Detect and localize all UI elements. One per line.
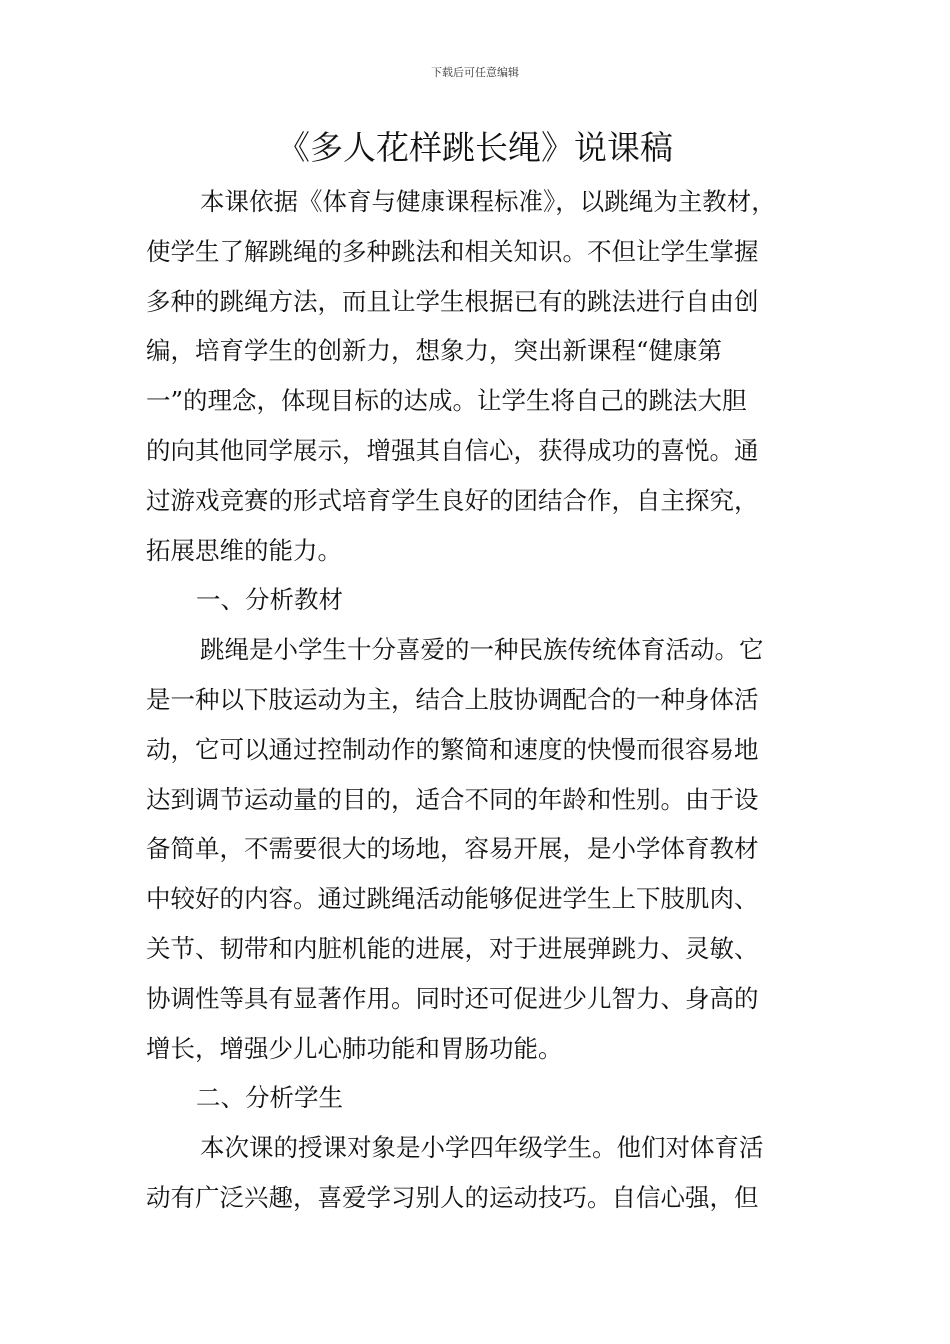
text-line: 动有广泛兴趣，喜爱学习别人的运动技巧。自信心强，但 — [146, 1182, 759, 1212]
text-line: 备简单，不需要很大的场地，容易开展，是小学体育教材 — [146, 834, 759, 864]
text-line: 增长，增强少儿心肺功能和胃肠功能。 — [146, 1033, 563, 1063]
section-heading: 一、分析教材 — [196, 585, 343, 615]
text-line: 达到调节运动量的目的，适合不同的年龄和性别。由于设 — [146, 784, 759, 814]
text-line: 使学生了解跳绳的多种跳法和相关知识。不但让学生掌握 — [146, 236, 759, 266]
text-line: 中较好的内容。通过跳绳活动能够促进学生上下肢肌肉、 — [146, 884, 759, 914]
text-line: 编，培育学生的创新力，想象力，突出新课程“健康第 — [146, 336, 723, 366]
document-title: 《多人花样跳长绳》说课稿 — [277, 128, 673, 167]
text-line: 是一种以下肢运动为主，结合上肢协调配合的一种身体活 — [146, 684, 759, 714]
text-line: 过游戏竞赛的形式培育学生良好的团结合作，自主探究， — [146, 485, 759, 515]
text-line: 本次课的授课对象是小学四年级学生。他们对体育活 — [200, 1133, 764, 1163]
text-line: 关节、韧带和内脏机能的进展，对于进展弹跳力、灵敏、 — [146, 933, 759, 963]
text-line: 多种的跳绳方法，而且让学生根据已有的跳法进行自由创 — [146, 286, 759, 316]
header-note: 下载后可任意编辑 — [431, 66, 519, 79]
text-line: 一”的理念，体现目标的达成。让学生将自己的跳法大胆 — [146, 386, 747, 416]
text-line: 跳绳是小学生十分喜爱的一种民族传统体育活动。它 — [200, 635, 764, 665]
text-line: 的向其他同学展示，增强其自信心，获得成功的喜悦。通 — [146, 435, 759, 465]
document-body — [146, 177, 822, 1223]
text-line: 拓展思维的能力。 — [146, 535, 342, 565]
section-heading: 二、分析学生 — [196, 1083, 343, 1113]
text-line: 协调性等具有显著作用。同时还可促进少儿智力、身高的 — [146, 983, 759, 1013]
text-line: 动，它可以通过控制动作的繁简和速度的快慢而很容易地 — [146, 734, 759, 764]
text-line: 本课依据《体育与健康课程标准》，以跳绳为主教材， — [200, 187, 776, 216]
